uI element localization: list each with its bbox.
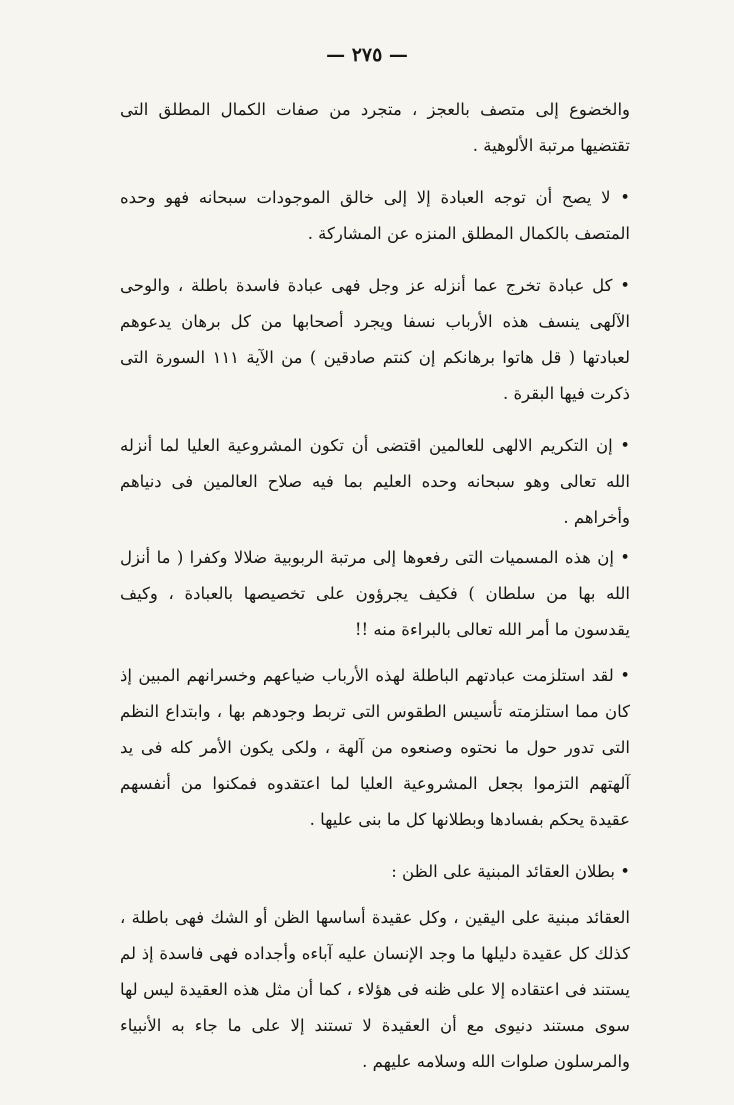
paragraph-continuation: والخضوع إلى متصف بالعجز ، متجرد من صفات الكمال المطلق التى تقتضيها مرتبة الألوهية . — [120, 100, 630, 155]
page-body — [120, 92, 630, 1080]
section-heading-falsehood-of-conjecture: • بطلان العقائد المبنية على الظن : — [391, 862, 630, 881]
paragraph-invalid-worship: • كل عبادة تخرج عما أنزله عز وجل فهى عبادة فاسدة باطلة ، والوحى الآلهى ينسف هذه الأرباب نسفا ويجرد أصحابها من كل برهان يدعوهم لعبادتها ( قل هاتوا برهانكم إن كنتم صادقين ) من الآية ١١١ السورة التى ذكرت فيها البقرة . — [120, 276, 630, 403]
paragraph-loss: • لقد استلزمت عبادتهم الباطلة لهذه الأرباب ضياعهم وخسرانهم المبين إذ كان مما استلزمته تأسيس الطقوس التى تربط وجودهم بها ، وابتداع النظم التى تدور حول ما نحتوه وصنعوه من آلهة ، ولكى يكون الأمر كله فى يد آلهتهم التزموا بجعل المشروعية العليا لما اعتقدوه فمكنوا من أنفسهم عقيدة يحكم بفسادها وبطلانها كل ما بنى عليها . — [120, 666, 630, 829]
paragraph-worship-exclusive: • لا يصح أن توجه العبادة إلا إلى خالق الموجودات سبحانه فهو وحده المتصف بالكمال المطلق المنزه عن المشاركة . — [120, 188, 630, 243]
paragraph-false-names: • إن هذه المسميات التى رفعوها إلى مرتبة الربوبية ضلالا وكفرا ( ما أنزل الله بها من سلطان ) فكيف يجرؤون على تخصيصها بالعبادة ، وكيف يقدسون ما أمر الله تعالى بالبراءة منه !! — [120, 548, 630, 639]
paragraph-beliefs-on-certainty: العقائد مبنية على اليقين ، وكل عقيدة أساسها الظن أو الشك فهى باطلة ، كذلك كل عقيدة دليلها ما وجد الإنسان عليه آباءه وأجداده فهى فاسدة إذ لم يستند فى اعتقاده إلا على ظنه فى هؤلاء ، كما أن مثل هذه العقيدة ليس لها سوى مستند دنيوى مع أن العقيدة لا تستند إلا على ما جاء به الأنبياء والمرسلون صلوات الله وسلامه عليهم . — [120, 908, 630, 1071]
paragraph-divine-honor: • إن التكريم الالهى للعالمين اقتضى أن تكون المشروعية العليا لما أنزله الله تعالى وهو سبحانه وحده العليم بما فيه صلاح العالمين فى دنياهم وأخراهم . — [120, 436, 631, 527]
page-number: — ٢٧٥ — — [326, 44, 408, 66]
